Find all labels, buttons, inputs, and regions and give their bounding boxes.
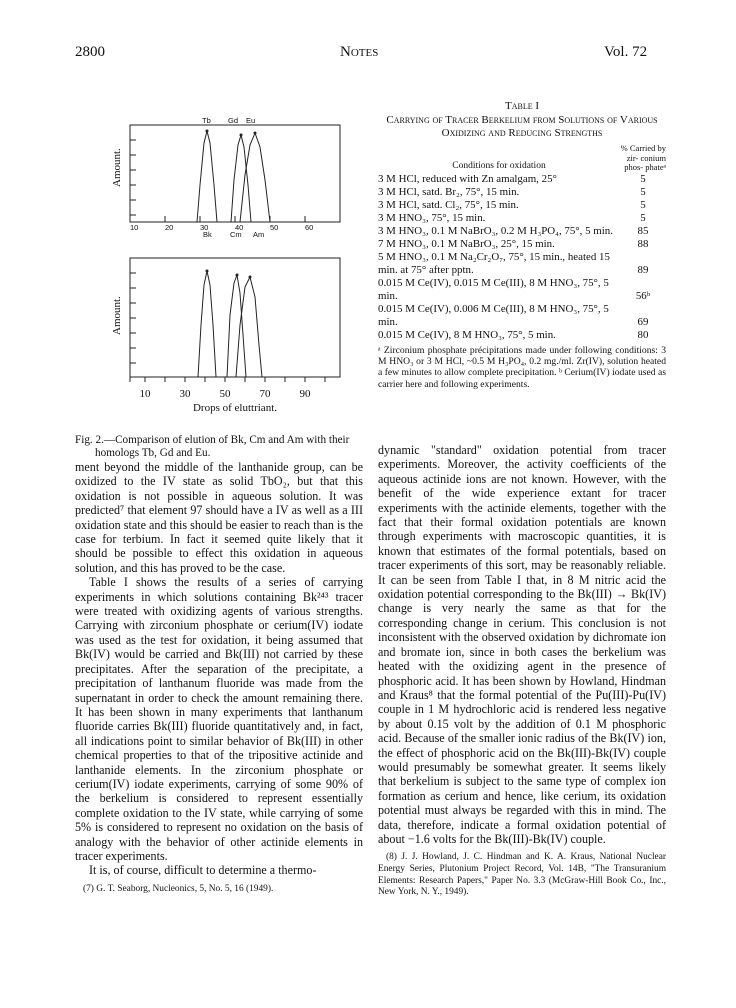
table-row bbox=[378, 212, 666, 225]
tick-10: 10 bbox=[139, 388, 151, 400]
table-row bbox=[378, 251, 666, 277]
table-header-row bbox=[378, 144, 666, 173]
table-footnote: ᵃ Zirconium phosphate précipitations made under following conditions: 3 M HNO₃ or 3 M HCl, ~0.5 M H₃PO₄, 0.2 mg./ml. Zr(IV), solution heated a few minutes to allow complete precipitation. ᵇ Cerium(IV) iodate used as carrier here and following experiments. bbox=[378, 344, 666, 390]
table-row bbox=[378, 225, 666, 238]
label-bk: Bk bbox=[203, 230, 212, 239]
tick-50: 50 bbox=[219, 388, 231, 400]
label-cm: Cm bbox=[230, 230, 242, 239]
row-value: 89 bbox=[637, 263, 649, 276]
right-paragraph-1: dynamic "standard" oxidation potential from tracer experiments. Moreover, the activity coefficients of the aqueous actinide ions are not known. However, with the benefit of the wide experience extant for tracer experiments with the actinide elements, together with the fact that their formal oxidation potentials are known through experiments with macroscopic quantities, it is known that estimates of the formal potentials, based on tracer experiments of this sort, may be reasonably reliable. It can be seen from Table I that, in 8 M nitric acid the oxidation potential corresponding to the Bk(III) → Bk(IV) change is very nearly the same as that for the corresponding change in cerium. This conclusion is not inconsistent with the observed oxidation by dichromate ion and bromate ion, since in both cases the berkelium was heated with the oxidizing agent in the presence of phosphoric acid. It has been shown by Howland, Hindman and Kraus⁸ that the formal potential of the Pu(III)-Pu(IV) couple in 1 M hydrochloric acid is rendered less negative by about 0.15 volt by the addition of 0.1 M phosphoric acid. Because of the smaller ionic radius of the Bk(IV) ion, the effect of phosphoric acid on the Bk(III)-Bk(IV) couple would presumably be somewhat greater. It seems likely that berkelium is subject to the same type of complex ion formation as cerium and hence, like cerium, its oxidation potential must always be regarded with this in mind. The data, therefore, indicate a formal oxidation potential of about −1.6 volts for the Bk(III)-Bk(IV) couple. bbox=[378, 443, 666, 846]
mid-tick-40: 40 bbox=[235, 223, 244, 232]
row-condition: 0.015 M Ce(IV), 0.006 M Ce(III), 8 M HNO₃, 75°, 5 min. bbox=[378, 302, 609, 328]
left-paragraph-3: It is, of course, difficult to determine a thermo- bbox=[89, 863, 317, 878]
table-row bbox=[378, 303, 666, 329]
bottom-plot-frame bbox=[130, 258, 340, 377]
col-header-conditions: Conditions for oxidation bbox=[452, 160, 546, 171]
tb-peak bbox=[197, 131, 217, 222]
table-caption: Carrying of Tracer Berkelium from Solutions of Various Oxidizing and Reducing Strengths bbox=[386, 114, 658, 139]
figure-xlabel: Drops of eluttriant. bbox=[192, 402, 278, 414]
row-value: 5 bbox=[640, 185, 646, 198]
cm-peak bbox=[227, 275, 246, 377]
left-column bbox=[75, 460, 363, 895]
label-am: Am bbox=[253, 230, 265, 239]
mid-tick-30: 30 bbox=[200, 223, 209, 232]
row-condition: 3 M HCl, satd. Br₂, 75°, 15 min. bbox=[378, 185, 520, 198]
row-condition: 0.015 M Ce(IV), 0.015 M Ce(III), 8 M HNO₃, 75°, 5 min. bbox=[378, 276, 609, 302]
row-condition: 0.015 M Ce(IV), 8 M HNO₃, 75°, 5 min. bbox=[378, 328, 556, 341]
row-value: 56ᵇ bbox=[635, 289, 651, 302]
row-condition: 3 M HCl, reduced with Zn amalgam, 25° bbox=[378, 172, 557, 185]
eu-peak bbox=[240, 133, 270, 222]
right-column bbox=[378, 443, 666, 899]
row-condition: 5 M HNO₃, 0.1 M Na₂Cr₂O₇, 75°, 15 min., heated 15 min. at 75° after pptn. bbox=[378, 250, 610, 276]
label-eu: Eu bbox=[246, 116, 256, 125]
left-paragraph-1: ment beyond the middle of the lanthanide group, can be oxidized to the IV state as solid TbO₂, but that this oxidation is not possible in aqueous solution. It was predicted⁷ that element 97 should have a IV as well as a III oxidation state and this should be easier to reach than is the case for terbium. In fact it seemed quite likely that it should be possible to effect this oxidation in aqueous solution, and this has proved to be the case. bbox=[75, 460, 363, 575]
table-row bbox=[378, 277, 666, 303]
ylabel-top: Amount. bbox=[111, 148, 123, 187]
row-value: 85 bbox=[637, 224, 649, 237]
label-tb: Tb bbox=[202, 116, 211, 125]
table-row bbox=[378, 199, 666, 212]
table-body bbox=[378, 144, 666, 342]
mid-tick-10: 10 bbox=[130, 223, 139, 232]
tick-90: 90 bbox=[299, 388, 311, 400]
bk-peak bbox=[198, 271, 216, 377]
mid-tick-20: 20 bbox=[165, 223, 174, 232]
row-value: 88 bbox=[637, 237, 649, 250]
row-condition: 3 M HCl, satd. Cl₂, 75°, 15 min. bbox=[378, 198, 519, 211]
page-number: 2800 bbox=[75, 44, 105, 60]
table-row bbox=[378, 329, 666, 342]
figure-caption-text: Fig. 2.—Comparison of elution of Bk, Cm and Am with their homologs Tb, Gd and Eu. bbox=[75, 434, 350, 460]
table-title: Table I bbox=[504, 100, 540, 112]
row-condition: 7 M HNO₃, 0.1 M NaBrO₃, 25°, 15 min. bbox=[378, 237, 555, 250]
row-value: 5 bbox=[640, 172, 646, 185]
mid-tick-60: 60 bbox=[305, 223, 314, 232]
label-gd: Gd bbox=[228, 116, 239, 125]
table-1 bbox=[378, 100, 666, 390]
tick-30: 30 bbox=[179, 388, 191, 400]
footnote-7: (7) G. T. Seaborg, Nucleonics, 5, No. 5, 16 (1949). bbox=[83, 883, 274, 894]
elution-figure bbox=[100, 116, 375, 414]
ylabel-bottom: Amount. bbox=[111, 296, 123, 335]
row-value: 69 bbox=[637, 315, 649, 328]
table-row bbox=[378, 238, 666, 251]
mid-tick-50: 50 bbox=[270, 223, 279, 232]
table-row bbox=[378, 186, 666, 199]
table-row bbox=[378, 173, 666, 186]
col-header-carried: % Carried by zir- conium phos- phateᵃ bbox=[620, 143, 666, 172]
footnote-8: (8) J. J. Howland, J. C. Hindman and K. A. Kraus, National Nuclear Energy Series, Plutonium Project Record, Vol. 14B, "The Transuranium Elements: Research Papers," Paper No. 3.3 (McGraw-Hill Book Co., Inc., New York, N. Y., 1949). bbox=[378, 852, 666, 898]
row-condition: 3 M HNO₃, 75°, 15 min. bbox=[378, 211, 486, 224]
row-value: 80 bbox=[637, 328, 649, 341]
left-paragraph-2: Table I shows the results of a series of carrying experiments in which solutions containing Bk²⁴³ tracer were treated with oxidizing agents of various strengths. Carrying with zirconium phosphate or cerium(IV) iodate was used as the test for oxidation, it being assumed that Bk(IV) would be carried and Bk(III) not carried by these precipitates. After the separation of the precipitate, a precipitation of lanthanum fluoride was made from the supernatant in order to check the amount remaining there. It has been shown in many experiments that lanthanum fluoride carries Bk(III) fluoride quantitatively and, in fact, all indications point to similar behavior of Bk(III) in other chemical properties to that of the tripositive actinide and lanthanide elements. In the zirconium phosphate or cerium(IV) iodate experiments, carrying of some 90% of the berkelium is considered to represent essentially complete oxidation to the IV state, while carrying of some 5% is considered to represent no oxidation on the basis of analogy with the behavior of other actinide elements in tracer experiments. bbox=[75, 575, 363, 863]
row-condition: 3 M HNO₃, 0.1 M NaBrO₃, 0.2 M H₃PO₄, 75°, 5 min. bbox=[378, 224, 613, 237]
row-value: 5 bbox=[640, 198, 646, 211]
row-value: 5 bbox=[640, 211, 646, 224]
running-head: Notes bbox=[340, 44, 379, 60]
tick-70: 70 bbox=[259, 388, 271, 400]
volume-label: Vol. 72 bbox=[604, 44, 648, 60]
